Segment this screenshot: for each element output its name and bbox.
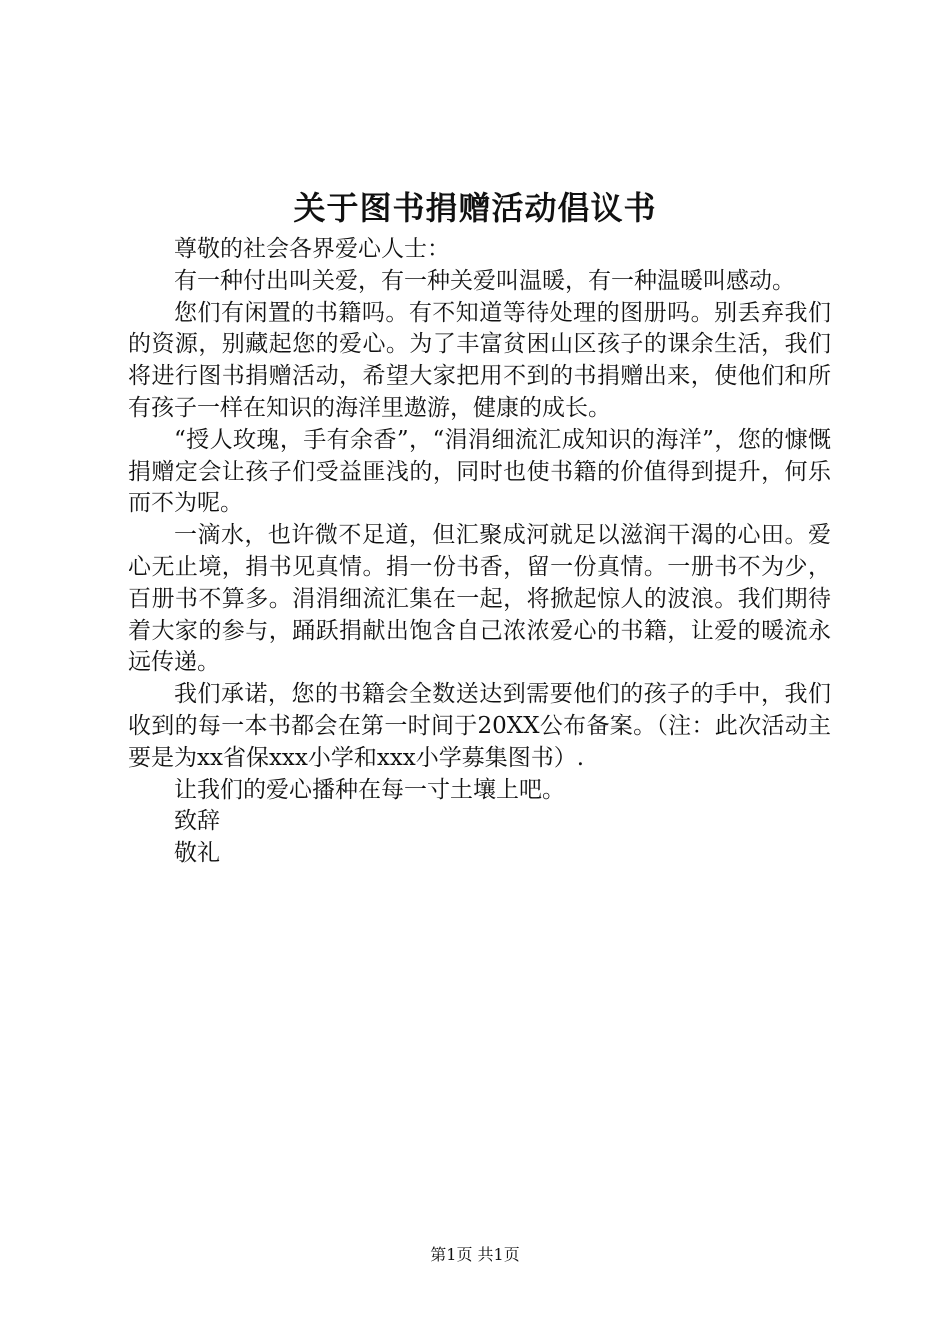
page-footer: 第1页 共1页 [430,1245,520,1264]
closing-line: 敬礼 [174,840,220,867]
paragraph: 一滴水，也许微不足道，但汇聚成河就足以滋润干渴的心田。爱心无止境，捐书见真情。捐一份书香，留一份真情。一册书不为少，百册书不算多。涓涓细流汇集在一起，将掀起惊人的波浪。我们期待着大家的参与，踊跃捐献出饱含自己浓浓爱心的书籍，让爱的暖流永远传递。 [128,522,831,676]
salutation: 尊敬的社会各界爱心人士： [174,236,450,262]
paragraph: 您们有闲置的书籍吗。有不知道等待处理的图册吗。别丢弃我们的资源，别藏起您的爱心。为了丰富贫困山区孩子的课余生活，我们将进行图书捐赠活动，希望大家把用不到的书捐赠出来，使他们和所有孩子一样在知识的海洋里遨游，健康的成长。 [128,299,831,421]
paragraph: “授人玫瑰，手有余香”，“涓涓细流汇成知识的海洋”，您的慷慨捐赠定会让孩子们受益匪浅的，同时也使书籍的价值得到提升，何乐而不为呢。 [128,426,831,517]
paragraph: 我们承诺，您的书籍会全数送达到需要他们的孩子的手中，我们收到的每一本书都会在第一时间于20XX公布备案。（注：此次活动主要是为xx省保xxx小学和xxx小学募集图书）. [128,681,831,771]
paragraph: 有一种付出叫关爱，有一种关爱叫温暖，有一种温暖叫感动。 [174,267,795,294]
paragraph: 让我们的爱心播种在每一寸土壤上吧。 [174,776,565,803]
closing-line: 致辞 [174,808,220,835]
document-body [128,234,831,870]
document-title: 关于图书捐赠活动倡议书 [293,189,657,227]
